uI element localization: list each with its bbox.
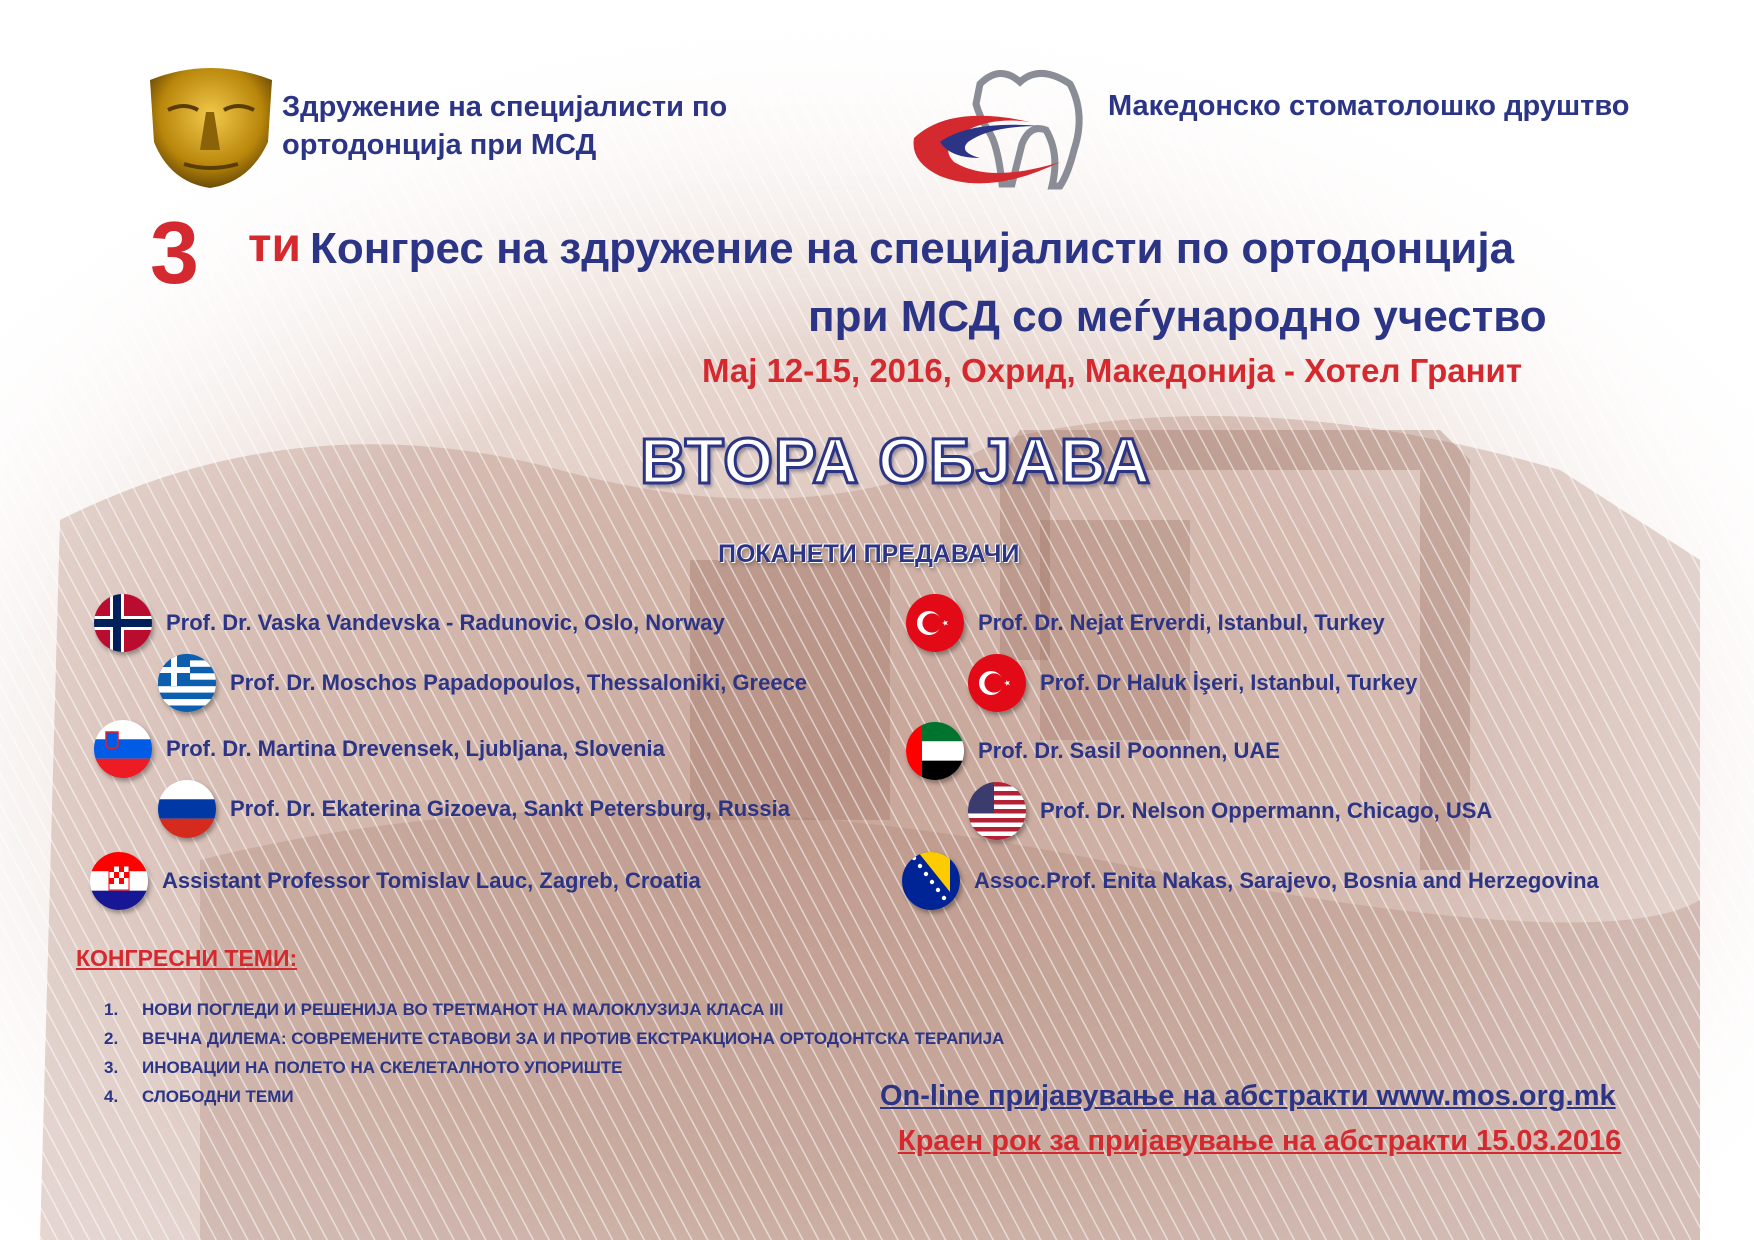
organization-name-left xyxy=(282,88,727,164)
speaker-name: Assistant Professor Tomislav Lauc, Zagreb, Croatia xyxy=(162,868,701,893)
golden-mask-logo xyxy=(140,62,282,190)
speaker-name: Prof. Dr. Vaska Vandevska - Radunovic, Oslo, Norway xyxy=(166,610,725,635)
uae-flag-icon xyxy=(906,722,964,780)
congress-title-line2: при МСД со меѓународно учество xyxy=(808,292,1547,341)
speaker-item xyxy=(90,852,701,910)
bosnia-flag-icon xyxy=(902,852,960,910)
speaker-item xyxy=(94,720,665,778)
speaker-item xyxy=(94,594,725,652)
topic-number: 3. xyxy=(104,1058,119,1077)
congress-title-line1: Конгрес на здружение на специјалисти по ортодонција xyxy=(310,224,1515,273)
speaker-item xyxy=(906,594,1385,652)
greece-flag-icon xyxy=(158,654,216,712)
topics-list xyxy=(104,995,1004,1111)
speaker-name: Prof. Dr. Nejat Erverdi, Istanbul, Turkey xyxy=(978,610,1385,635)
topic-item xyxy=(104,1024,1004,1053)
online-submission-link[interactable]: On-line пријавување на абстракти www.mos.org.mk xyxy=(880,1080,1616,1112)
usa-flag-icon xyxy=(968,782,1026,840)
invited-speakers-heading: ПОКАНЕТИ ПРЕДАВАЧИ xyxy=(718,540,1020,568)
topics-heading: КОНГРЕСНИ ТЕМИ: xyxy=(76,945,298,971)
speaker-item xyxy=(158,780,790,838)
speaker-name: Prof. Dr. Sasil Poonnen, UAE xyxy=(978,738,1280,763)
speaker-name: Prof. Dr. Nelson Oppermann, Chicago, USA xyxy=(1040,798,1493,823)
topic-text: ВЕЧНА ДИЛЕМА: СОВРЕМЕНИТЕ СТАВОВИ ЗА И ПРОТИВ ЕКСТРАКЦИОНА ОРТОДОНТСКА ТЕРАПИЈА xyxy=(142,1029,1005,1048)
speaker-name: Assoc.Prof. Enita Nakas, Sarajevo, Bosnia and Herzegovina xyxy=(974,868,1599,893)
congress-number: 3 xyxy=(150,203,199,302)
slovenia-flag-icon xyxy=(94,720,152,778)
announcement-heading: ВТОРА ОБЈАВА xyxy=(640,425,1151,497)
norway-flag-icon xyxy=(94,594,152,652)
congress-date-location: Мај 12-15, 2016, Охрид, Македонија - Хотел Гранит xyxy=(702,352,1523,389)
topic-text: ИНОВАЦИИ НА ПОЛЕТО НА СКЕЛЕТАЛНОТО УПОРИШТЕ xyxy=(142,1058,623,1077)
speaker-item xyxy=(968,654,1417,712)
topic-text: СЛОБОДНИ ТЕМИ xyxy=(142,1087,294,1106)
speaker-item xyxy=(906,722,1280,780)
topic-text: НОВИ ПОГЛЕДИ И РЕШЕНИЈА ВО ТРЕТМАНОТ НА МАЛОКЛУЗИЈА КЛАСА III xyxy=(142,1000,784,1019)
congress-number-suffix: ти xyxy=(248,219,302,272)
speaker-name: Prof. Dr. Moschos Papadopoulos, Thessaloniki, Greece xyxy=(230,670,808,695)
speaker-name: Prof. Dr. Ekaterina Gizoeva, Sankt Petersburg, Russia xyxy=(230,796,790,821)
speaker-name: Prof. Dr Haluk İşeri, Istanbul, Turkey xyxy=(1040,670,1418,695)
russia-flag-icon xyxy=(158,780,216,838)
speaker-item xyxy=(158,654,807,712)
topic-item xyxy=(104,1053,1004,1082)
croatia-flag-icon xyxy=(90,852,148,910)
topic-number: 1. xyxy=(104,1000,119,1019)
topic-number: 4. xyxy=(104,1087,119,1106)
turkey-flag-icon xyxy=(906,594,964,652)
organization-name-line2: ортодонција при МСД xyxy=(282,129,597,161)
speaker-name: Prof. Dr. Martina Drevensek, Ljubljana, Slovenia xyxy=(166,736,665,761)
organization-name-line1: Здружение на специјалисти по xyxy=(282,91,728,123)
speaker-item xyxy=(968,782,1492,840)
topic-number: 2. xyxy=(104,1029,119,1048)
organization-name-right: Македонско стоматолошко друштво xyxy=(1108,90,1630,122)
turkey-flag-icon xyxy=(968,654,1026,712)
abstract-deadline: Краен рок за пријавување на абстракти 15.03.2016 xyxy=(898,1125,1622,1157)
topic-item xyxy=(104,995,1004,1024)
dental-society-logo xyxy=(910,64,1100,194)
speaker-item xyxy=(902,852,1599,910)
topic-item xyxy=(104,1082,1004,1111)
